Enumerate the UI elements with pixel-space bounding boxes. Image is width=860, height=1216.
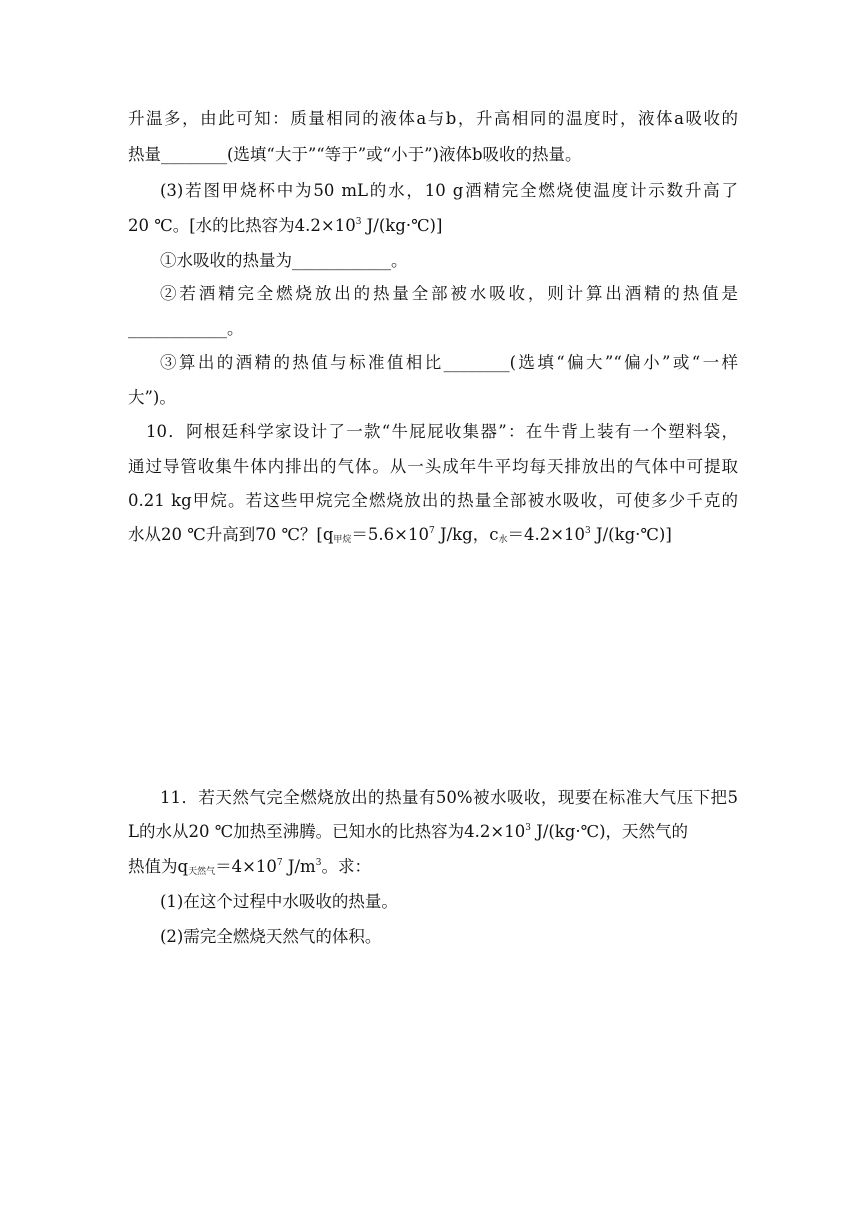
q9-part3-text-a: 20 ℃。[水的比热容为4.2×10: [128, 216, 356, 235]
q10-text-b: ＝5.6×10: [351, 525, 429, 544]
q11-line-2: [128, 821, 738, 843]
q9-sub3-line-2: 大”)。: [128, 388, 176, 407]
q10-text-a: 水从20 ℃升高到70 ℃？[q: [128, 525, 334, 544]
q10-text-d: ＝4.2×10: [507, 525, 586, 544]
q9-part3-text-b: J/(kg·℃)]: [361, 216, 443, 235]
q9-sub2-line-1: ②若酒精完全燃烧放出的热量全部被水吸收，则计算出酒精的热值是: [160, 284, 738, 303]
q11-text-f: 。求：: [321, 857, 371, 876]
q10-subscript-methane: 甲烷: [333, 535, 352, 545]
q11-text-e: J/m: [282, 857, 316, 876]
q11-text-a: L的水从20 ℃加热至沸腾。已知水的比热容为4.2×10: [128, 822, 526, 841]
q9-text-line-1: 升温多，由此可知：质量相同的液体a与b，升高相同的温度时，液体a吸收的: [128, 109, 738, 128]
q9-sub3-line-1: ③算出的酒精的热值与标准值相比________(选填“偏大”“偏小”或“一样: [160, 353, 738, 372]
q11-exponent-3: 3: [315, 858, 322, 868]
q10-text-e: J/(kg·℃)]: [590, 525, 672, 544]
q9-text-line-2: 热量________(选填“大于”“等于”或“小于”)液体b吸收的热量。: [128, 145, 582, 164]
q9-sub1: ①水吸收的热量为____________。: [160, 251, 408, 270]
q9-part3-line-2: [128, 215, 738, 237]
q10-line-4: [128, 524, 738, 546]
q11-subscript-natural-gas: 天然气: [188, 867, 216, 877]
q9-part3-line-1: (3)若图甲烧杯中为50 mL的水，10 g酒精完全燃烧使温度计示数升高了: [160, 181, 738, 200]
q10-exponent-1: 7: [428, 526, 435, 536]
q11-exponent-2: 7: [276, 858, 283, 868]
q11-text-b: J/(kg·℃)，天然气的: [530, 822, 689, 841]
q9-part3-exponent: 3: [355, 217, 362, 227]
q11-text-c: 热值为q: [128, 857, 189, 876]
q10-line-2: 通过导管收集牛体内排出的气体。从一头成年牛平均每天排放出的气体中可提取: [128, 457, 738, 476]
q11-text-d: ＝4×10: [215, 857, 277, 876]
q11-part2: (2)需完全燃烧天然气的体积。: [160, 927, 382, 946]
q11-line-3: [128, 856, 738, 878]
q11-exponent-1: 3: [525, 823, 531, 833]
q10-exponent-2: 3: [585, 526, 591, 536]
q11-part1: (1)在这个过程中水吸收的热量。: [160, 892, 398, 911]
q10-line-1: 10．阿根廷科学家设计了一款“牛屁屁收集器”：在牛背上装有一个塑料袋，: [146, 422, 738, 441]
q9-sub2-line-2: ____________。: [128, 319, 244, 338]
q10-text-c: J/kg，c: [434, 525, 499, 544]
q10-subscript-water: 水: [498, 535, 508, 545]
q10-line-3: 0.21 kg甲烷。若这些甲烷完全燃烧放出的热量全部被水吸收，可使多少千克的: [128, 491, 738, 510]
q11-line-1: 11．若天然气完全燃烧放出的热量有50%被水吸收，现要在标准大气压下把5: [160, 788, 738, 807]
